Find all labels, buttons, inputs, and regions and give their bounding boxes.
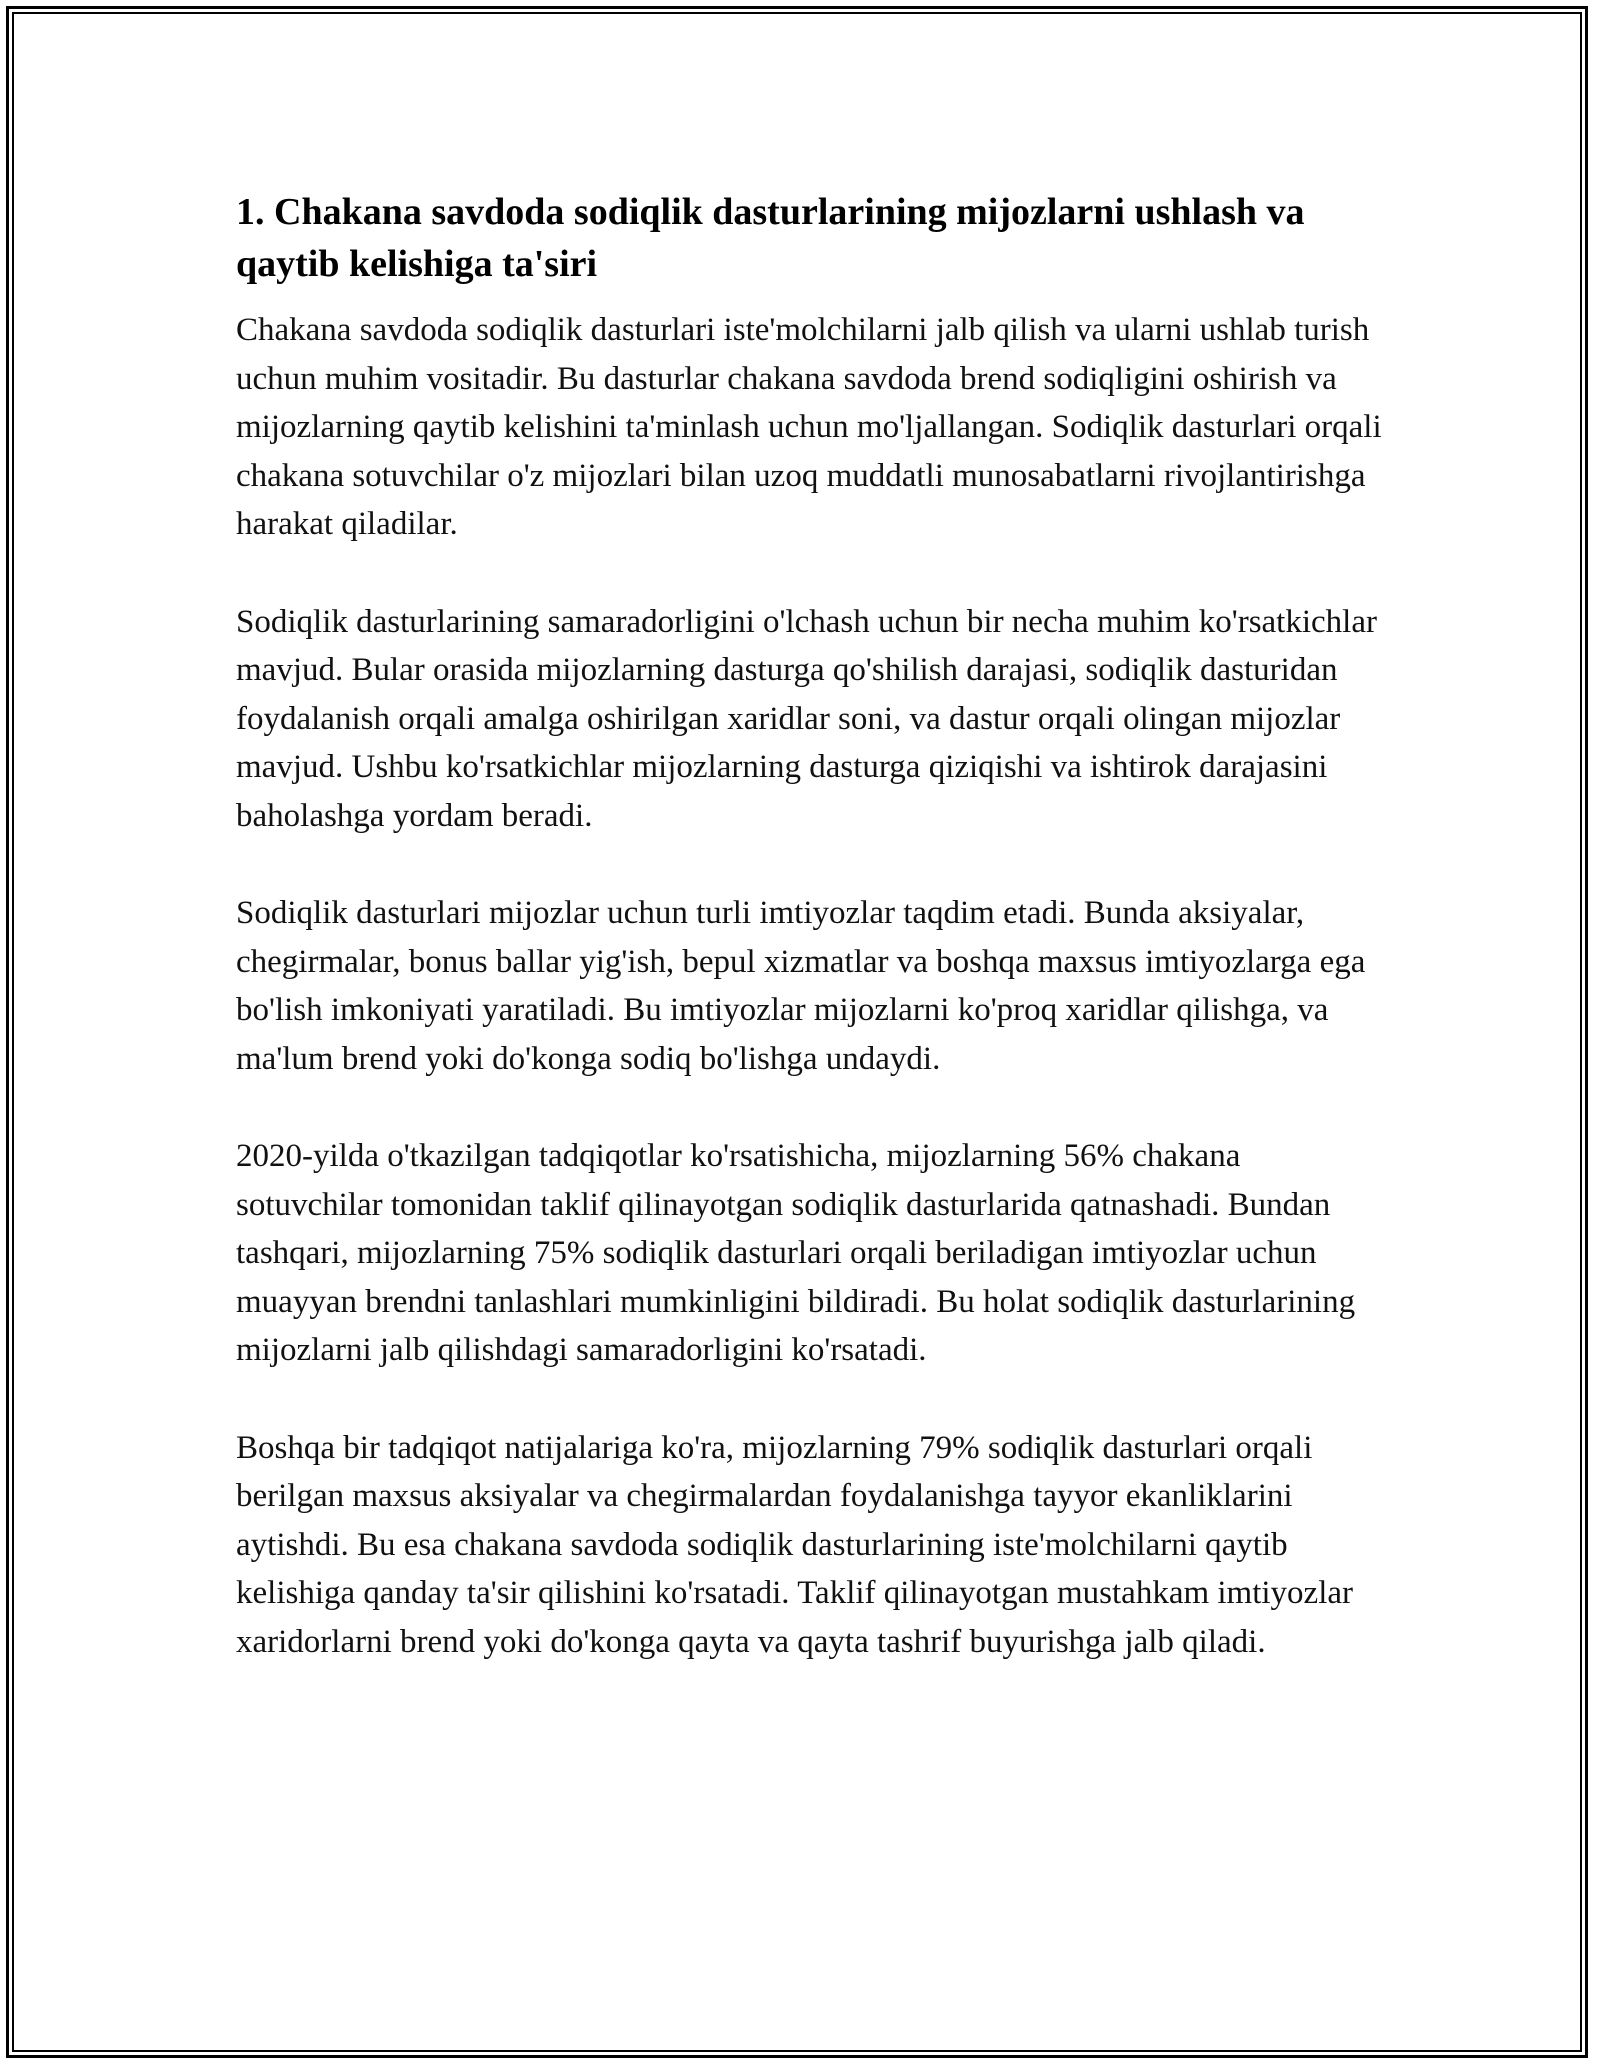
paragraph-research-other: Boshqa bir tadqiqot natijalariga ko'ra, mijozlarning 79% sodiqlik dasturlari orqali berilgan maxsus aksiyalar va chegirmalardan foydalanishga tayyor ekanliklarini aytishdi. Bu esa chakana savdoda sodiqlik dasturlarining iste'molchilarni qaytib kelishiga qanday ta'sir qilishini ko'rsatadi. Taklif qilinayotgan mustahkam imtiyozlar xaridorlarni brend yoki do'konga qayta va qayta tashrif buyurishga jalb qiladi. <box>236 1429 1354 1660</box>
paragraph-research-2020: 2020-yilda o'tkazilgan tadqiqotlar ko'rsatishicha, mijozlarning 56% chakana sotuvchilar tomonidan taklif qilinayotgan sodiqlik dasturlarida qatnashadi. Bundan tashqari, mijozlarning 75% sodiqlik dasturlari orqali beriladigan imtiyozlar uchun muayyan brendni tanlashlari mumkinligini bildiradi. Bu holat sodiqlik dasturlarining mijozlarni jalb qilishdagi samaradorligini ko'rsatadi. <box>236 1138 1356 1368</box>
paragraph-intro: Chakana savdoda sodiqlik dasturlari iste'molchilarni jalb qilish va ularni ushlab turish uchun muhim vositadir. Bu dasturlar chakana savdoda brend sodiqligini oshirish va mijozlarning qaytib kelishini ta'minlash uchun mo'ljallangan. Sodiqlik dasturlari orqali chakana sotuvchilar o'z mijozlari bilan uzoq muddatli munosabatlarni rivojlantirishga harakat qiladilar. <box>236 312 1382 542</box>
paragraph-metrics: Sodiqlik dasturlarining samaradorligini o'lchash uchun bir necha muhim ko'rsatkichlar mavjud. Bular orasida mijozlarning dasturga qo'shilish darajasi, sodiqlik dasturidan foydalanish orqali amalga oshirilgan xaridlar soni, va dastur orqali olingan mijozlar mavjud. Ushbu ko'rsatkichlar mijozlarning dasturga qiziqishi va ishtirok darajasini baholashga yordam beradi. <box>236 603 1377 834</box>
section-heading: 1. Chakana savdoda sodiqlik dasturlarining mijozlarni ushlash va qaytib kelishiga ta'siri <box>236 191 1305 285</box>
document-body <box>236 186 1386 1715</box>
paragraph-benefits: Sodiqlik dasturlari mijozlar uchun turli imtiyozlar taqdim etadi. Bunda aksiyalar, chegirmalar, bonus ballar yig'ish, bepul xizmatlar va boshqa maxsus imtiyozlarga ega bo'lish imkoniyati yaratiladi. Bu imtiyozlar mijozlarni ko'proq xaridlar qilishga, va ma'lum brend yoki do'konga sodiq bo'lishga undaydi. <box>236 895 1366 1077</box>
